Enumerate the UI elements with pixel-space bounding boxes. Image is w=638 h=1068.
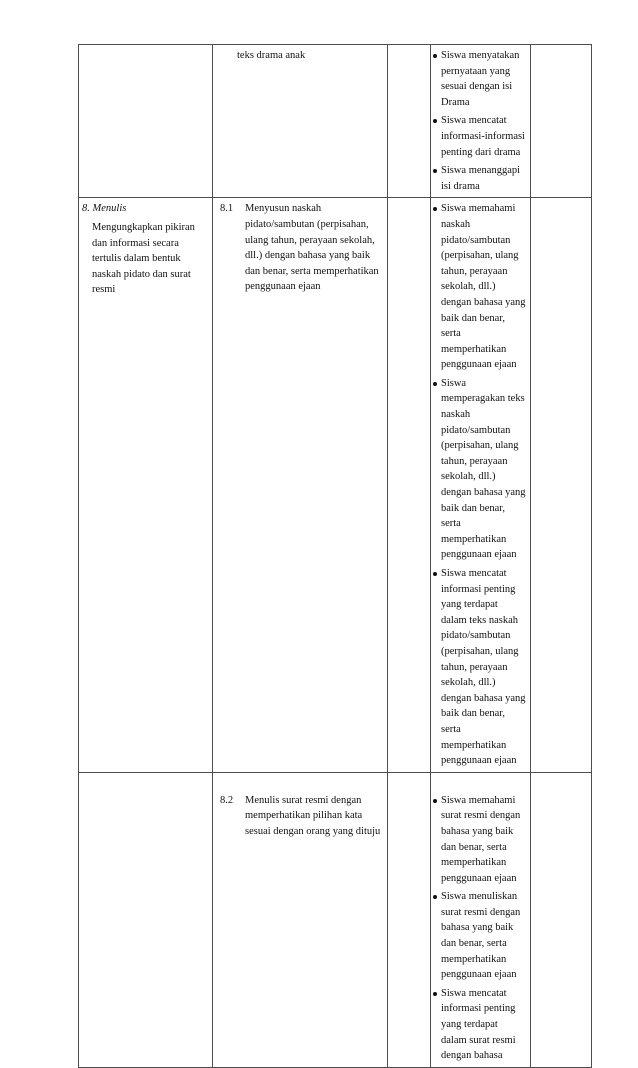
competency-item	[220, 201, 383, 295]
bullet-icon	[433, 895, 437, 899]
standard-cell	[79, 772, 213, 1067]
indicator-text: Siswa memahami surat resmi dengan bahasa yang baik dan benar, serta memperhatikan penggunaan ejaan	[441, 794, 521, 884]
standard-cell	[79, 198, 213, 772]
indicator-text: Siswa mencatat informasi penting yang terdapat dalam surat resmi dengan bahasa	[441, 987, 516, 1062]
bullet-icon	[433, 799, 437, 803]
indicator-item	[433, 376, 526, 563]
indicator-list	[433, 793, 526, 1064]
indicator-item	[433, 163, 526, 194]
spacer-cell	[388, 772, 431, 1067]
competency-number: 8.1	[220, 203, 234, 215]
indicator-item	[433, 48, 526, 110]
indicator-list	[433, 48, 526, 194]
competency-text: Menulis surat resmi dengan memperhatikan pilihan kata sesuai dengan orang yang dituju	[245, 794, 381, 837]
indicator-text: Siswa menuliskan surat resmi dengan bahasa yang baik dan benar, serta memperhatikan penggunaan ejaan	[441, 891, 521, 981]
empty-cell	[531, 198, 592, 772]
indicator-text: Siswa memperagakan teks naskah pidato/sambutan (perpisahan, ulang tahun, perayaan sekolah, dll.) dengan bahasa yang baik dan benar, serta memperhatikan penggunaan ejaan	[441, 377, 526, 561]
table-row	[79, 198, 592, 772]
indicator-item	[433, 889, 526, 983]
syllabus-table-page	[78, 44, 591, 1062]
indicator-list	[433, 201, 526, 768]
indicator-text: Siswa mencatat informasi-informasi penting dari drama	[441, 115, 525, 158]
standard-heading: 8. Menulis	[82, 203, 127, 215]
standard-cell	[79, 45, 213, 198]
empty-cell	[531, 772, 592, 1067]
competency-number: 8.2	[220, 794, 234, 806]
bullet-icon	[433, 207, 437, 211]
indicator-item	[433, 986, 526, 1064]
indicator-text: Siswa menanggapi isi drama	[441, 165, 521, 192]
bullet-icon	[433, 992, 437, 996]
syllabus-table	[78, 44, 592, 1068]
competency-cell	[213, 45, 388, 198]
indicator-cell	[431, 198, 531, 772]
indicator-text: Siswa menyatakan pernyataan yang sesuai dengan isi Drama	[441, 50, 520, 108]
empty-cell	[531, 45, 592, 198]
competency-cell	[213, 198, 388, 772]
indicator-cell	[431, 772, 531, 1067]
indicator-item	[433, 201, 526, 373]
indicator-text: Siswa mencatat informasi penting yang terdapat dalam teks naskah pidato/sambutan (perpisahan, ulang tahun, perayaan sekolah, dll.) dengan bahasa yang baik dan benar, serta memperhatikan penggunaan ejaan	[441, 568, 526, 767]
bullet-icon	[433, 382, 437, 386]
bullet-icon	[433, 54, 437, 58]
bullet-icon	[433, 572, 437, 576]
indicator-item	[433, 566, 526, 769]
competency-text: Menyusun naskah pidato/sambutan (perpisahan, ulang tahun, perayaan sekolah, dll.) dengan bahasa yang baik dan benar, serta memperhatikan penggunaan ejaan	[245, 203, 379, 293]
indicator-text: Siswa memahami naskah pidato/sambutan (perpisahan, ulang tahun, perayaan sekolah, dll.) dengan bahasa yang baik dan benar, serta memperhatikan penggunaan ejaan	[441, 203, 526, 371]
bullet-icon	[433, 119, 437, 123]
indicator-item	[433, 113, 526, 160]
spacer-cell	[388, 198, 431, 772]
competency-text: teks drama anak	[237, 50, 306, 61]
competency-item	[220, 793, 383, 840]
table-row	[79, 45, 592, 198]
table-row	[79, 772, 592, 1067]
indicator-item	[433, 793, 526, 887]
competency-cell	[213, 772, 388, 1067]
spacer-cell	[388, 45, 431, 198]
standard-text: Mengungkapkan pikiran dan informasi secara tertulis dalam bentuk naskah pidato dan surat resmi	[92, 221, 195, 296]
indicator-cell	[431, 45, 531, 198]
bullet-icon	[433, 169, 437, 173]
